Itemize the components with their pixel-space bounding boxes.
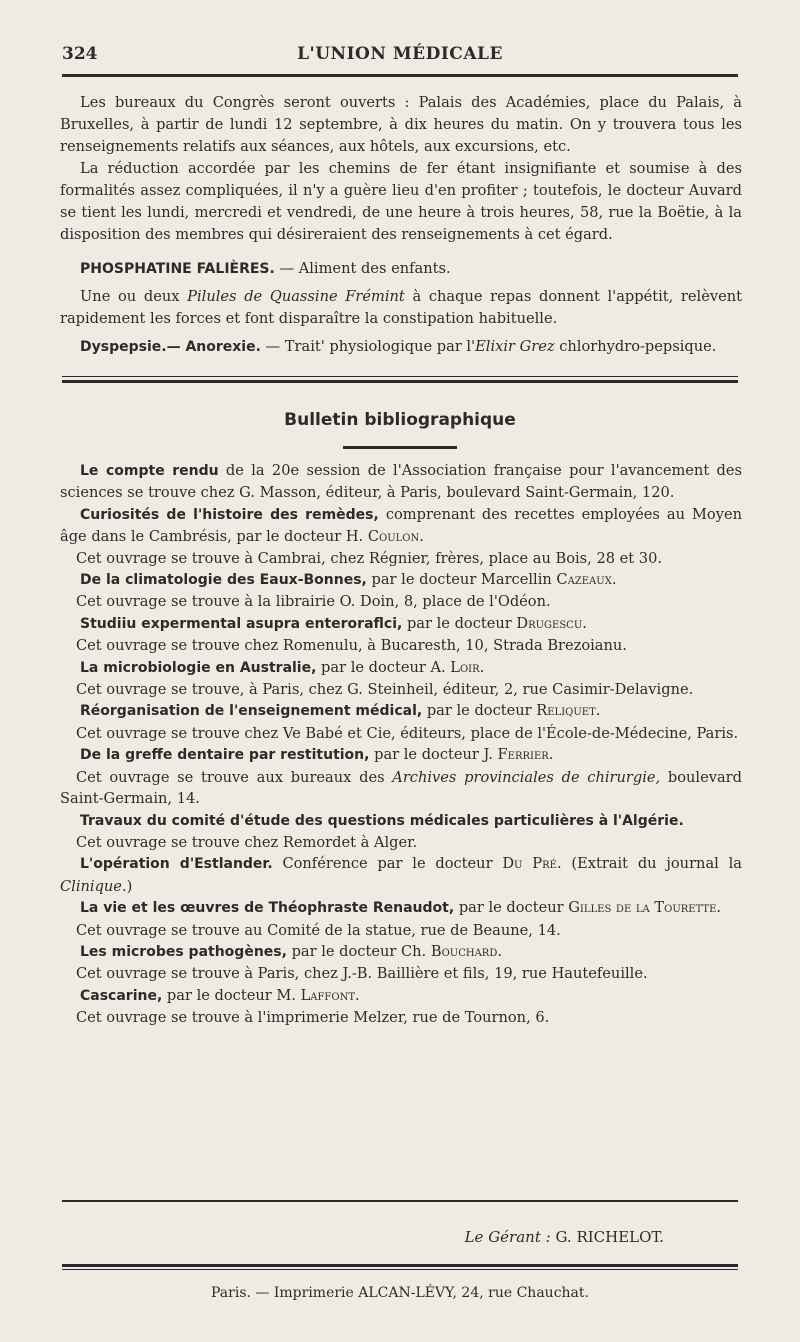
header-rule: [62, 74, 738, 77]
announcement-paragraph: La réduction accordée par les chemins de fer étant insignifiante et soumise à des formalités assez compliquées, il n'y a guère lieu d'en profiter ; toutefois, le docteur Auvard se tient les lundi, mercredi et vendredi, de une heure à trois heures, 58, rue la Boëtie, à la disposition des membres qui désireraient des renseignements à cet égard.: [60, 160, 742, 243]
bulletin-heading: Bulletin bibliographique: [284, 410, 516, 430]
bibliography-note: Cet ouvrage se trouve chez Remordet à Alger.: [76, 833, 418, 851]
page-header: [62, 44, 738, 72]
ad-dyspepsie-name: Dyspepsie.— Anorexie.: [80, 339, 261, 355]
bibliography-entry: De la greffe dentaire par restitution, par le docteur J. Ferrier.: [80, 746, 554, 764]
bibliography-note: Cet ouvrage se trouve à la librairie O. Doin, 8, place de l'Odéon.: [76, 593, 551, 611]
closing-rule: [62, 1200, 738, 1202]
section-rule: [62, 376, 738, 377]
signature: [465, 1228, 664, 1246]
bibliography-entry: La microbiologie en Australie, par le docteur A. Loir.: [80, 658, 485, 676]
footer-rule: [62, 1264, 738, 1267]
ad-quassine-product: Pilules de Quassine Frémint: [187, 288, 405, 305]
ad-phosphatine-name: PHOSPHATINE FALIÈRES.: [80, 261, 275, 277]
announcement-paragraph: Les bureaux du Congrès seront ouverts : Palais des Académies, place du Palais, à Bruxelles, à partir de lundi 12 septembre, à dix heures du matin. On y trouvera tous les renseignements relatifs aux séances, aux hôtels, aux excursions, etc.: [60, 94, 742, 155]
bibliography-note: Cet ouvrage se trouve chez Romenulu, à Bucaresth, 10, Strada Brezoianu.: [76, 637, 627, 655]
bibliography-entry: L'opération d'Estlander. Conférence par le docteur Du Pré. (Extrait du journal la Clinique.): [60, 855, 742, 895]
bibliography-entry: Cascarine, par le docteur M. Laffont.: [80, 986, 360, 1004]
bibliography-note: Cet ouvrage se trouve chez Ve Babé et Cie, éditeurs, place de l'École-de-Médecine, Paris.: [76, 724, 739, 742]
bibliography-entry: La vie et les œuvres de Théophraste Renaudot, par le docteur Gilles de la Tourette.: [80, 899, 722, 917]
bibliography-entry: Travaux du comité d'étude des questions médicales particulières à l'Algérie.: [80, 812, 684, 829]
signature-name: G. RICHELOT.: [550, 1228, 664, 1246]
ad-quassine: Une ou deux Pilules de Quassine Frémint à chaque repas donnent l'appétit, relèvent rapidement les forces et font disparaître la constipation habituelle.: [60, 288, 742, 327]
ad-phosphatine: PHOSPHATINE FALIÈRES. — Aliment des enfants.: [80, 260, 451, 277]
page-number: 324: [62, 44, 98, 64]
announcement: [60, 92, 742, 246]
printer-imprint: Paris. — Imprimerie ALCAN-LÉVY, 24, rue Chauchat.: [211, 1285, 589, 1301]
ad-dyspepsie: Dyspepsie.— Anorexie. — Trait' physiologique par l'Elixir Grez chlorhydro-pepsique.: [80, 338, 717, 355]
footer-rule: [62, 1269, 738, 1270]
bibliography-note: Cet ouvrage se trouve à l'imprimerie Melzer, rue de Tournon, 6.: [76, 1009, 550, 1027]
bibliography-list: [60, 460, 742, 1029]
advertisements: [60, 258, 742, 358]
bibliography-note: Cet ouvrage se trouve à Cambrai, chez Régnier, frères, place au Bois, 28 et 30.: [76, 549, 663, 567]
bibliography-note: Cet ouvrage se trouve à Paris, chez J.-B. Baillière et fils, 19, rue Hautefeuille.: [76, 965, 648, 983]
bibliography-note: Cet ouvrage se trouve aux bureaux des Archives provinciales de chirurgie, boulevard Saint-Germain, 14.: [60, 768, 742, 808]
heading-rule: [343, 446, 457, 449]
bibliography-note: Cet ouvrage se trouve, à Paris, chez G. Steinheil, éditeur, 2, rue Casimir-Delavigne.: [76, 681, 694, 699]
bibliography-entry: De la climatologie des Eaux-Bonnes, par le docteur Marcellin Cazeaux.: [80, 571, 617, 589]
bibliography-entry: Curiosités de l'histoire des remèdes, comprenant des recettes employées au Moyen âge dans le Cambrésis, par le docteur H. Coulon.: [60, 505, 743, 546]
bibliography-entry: Le compte rendu de la 20e session de l'Association française pour l'avancement des sciences se trouve chez G. Masson, éditeur, à Paris, boulevard Saint-Germain, 120.: [60, 462, 742, 502]
journal-title: L'UNION MÉDICALE: [297, 44, 503, 64]
signature-label: Le Gérant :: [464, 1228, 551, 1246]
bibliography-entry: Studiiu expermental asupra enteroraflci, par le docteur Drugescu.: [80, 614, 587, 632]
section-rule: [62, 380, 738, 383]
bibliography-note: Cet ouvrage se trouve au Comité de la statue, rue de Beaune, 14.: [76, 921, 561, 939]
bibliography-entry: Les microbes pathogènes, par le docteur Ch. Bouchard.: [80, 942, 502, 960]
bibliography-entry: Réorganisation de l'enseignement médical, par le docteur Reliquet.: [80, 702, 601, 720]
